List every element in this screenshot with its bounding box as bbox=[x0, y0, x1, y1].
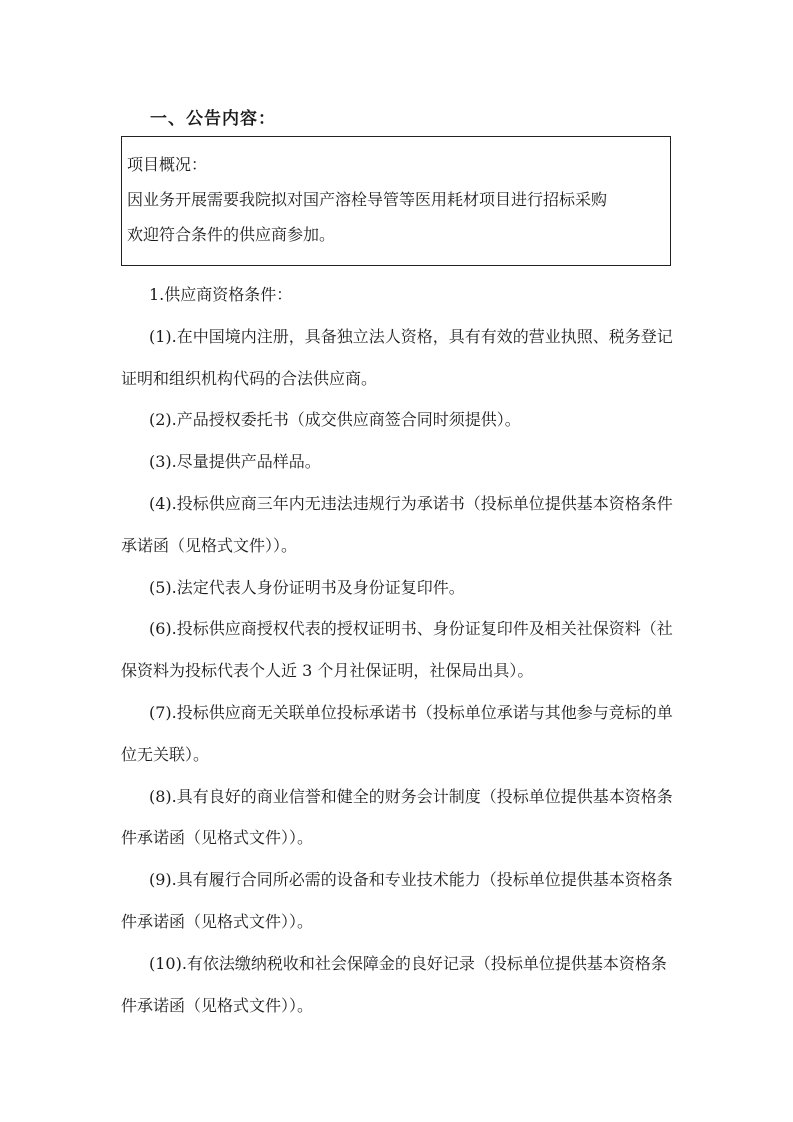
section-heading: 一、公告内容： bbox=[150, 109, 276, 129]
qualification-item-7: (7).投标供应商无关联单位投标承诺书（投标单位承诺与其他参与竞标的单位无关联）。 bbox=[121, 702, 673, 764]
overview-title: 项目概况： bbox=[127, 155, 208, 174]
qualification-item-3: (3).尽量提供产品样品。 bbox=[149, 452, 321, 472]
qualification-item-5: (5).法定代表人身份证明书及身份证复印件。 bbox=[149, 577, 465, 597]
qualification-item-4: (4).投标供应商三年内无违法违规行为承诺书（投标单位提供基本资格条件承诺函（见格式文件））。 bbox=[121, 493, 673, 555]
qualification-item-1: (1).在中国境内注册，具备独立法人资格，具有有效的营业执照、税务登记证明和组织机构代码的合法供应商。 bbox=[121, 326, 673, 388]
qualification-item-8: (8).具有良好的商业信誉和健全的财务会计制度（投标单位提供基本资格条件承诺函（见格式文件））。 bbox=[121, 786, 673, 848]
overview-line-2: 欢迎符合条件的供应商参加。 bbox=[127, 225, 336, 244]
overview-line-1: 因业务开展需要我院拟对国产溶栓导管等医用耗材项目进行招标采购 bbox=[127, 190, 608, 209]
project-overview-box bbox=[121, 136, 671, 266]
qualification-item-6: (6).投标供应商授权代表的授权证明书、身份证复印件及相关社保资料（社保资料为投标代表个人近 3 个月社保证明，社保局出具）。 bbox=[121, 619, 673, 681]
qualification-section bbox=[121, 274, 673, 1026]
qualification-item-10: (10).有依法缴纳税收和社会保障金的良好记录（投标单位提供基本资格条件承诺函（见格式文件））。 bbox=[121, 953, 667, 1015]
qualification-item-9: (9).具有履行合同所必需的设备和专业技术能力（投标单位提供基本资格条件承诺函（见格式文件））。 bbox=[121, 870, 673, 931]
qualification-title: 1.供应商资格条件： bbox=[149, 285, 293, 304]
qualification-item-2: (2).产品授权委托书（成交供应商签合同时须提供）。 bbox=[149, 410, 521, 430]
